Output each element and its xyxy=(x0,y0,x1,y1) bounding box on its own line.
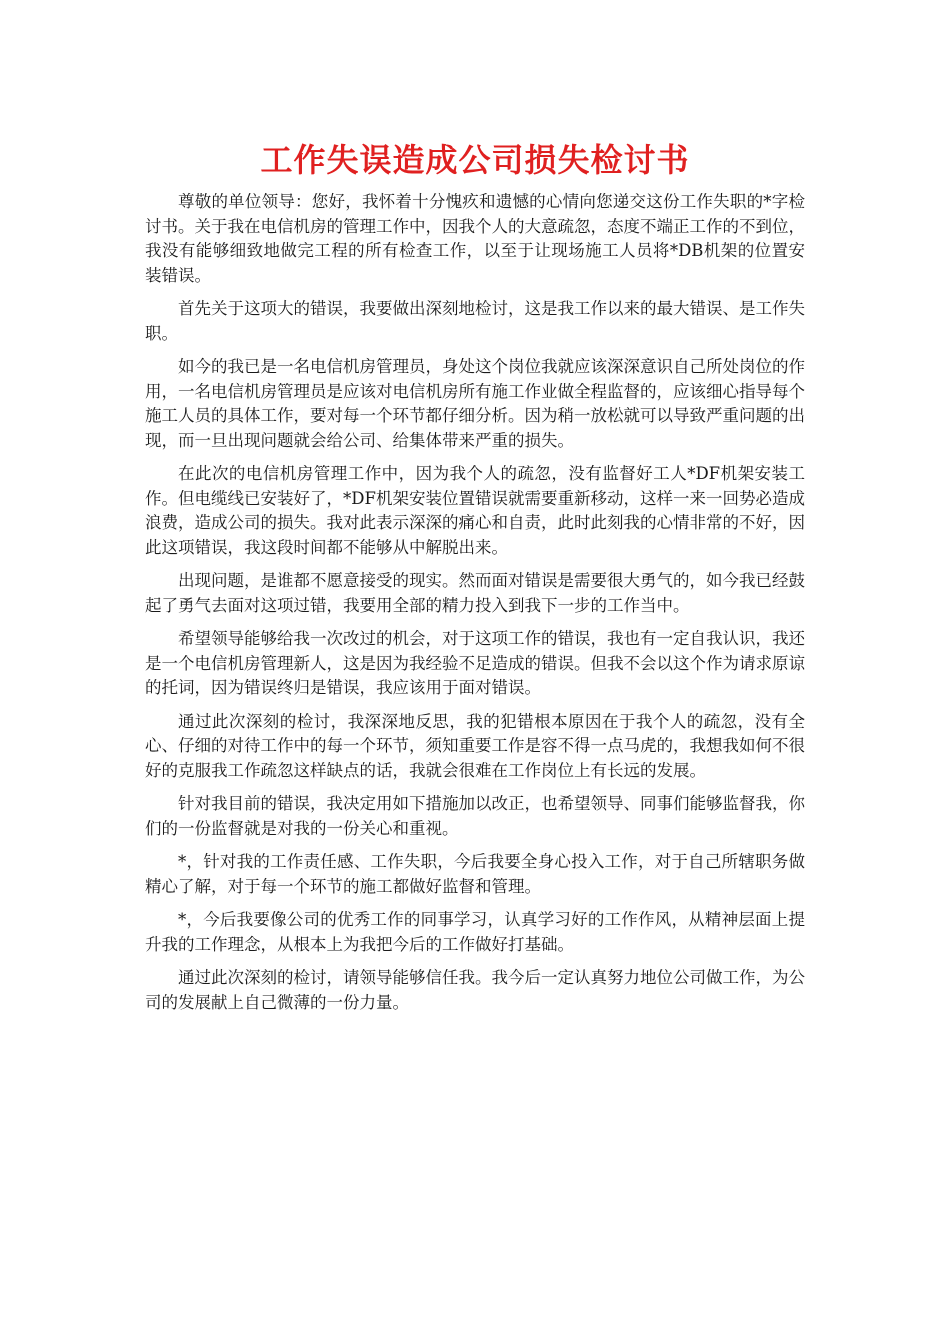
paragraph-2: 首先关于这项大的错误，我要做出深刻地检讨，这是我工作以来的最大错误、是工作失职。 xyxy=(145,299,805,343)
paragraph-1: 尊敬的单位领导：您好，我怀着十分愧疚和遗憾的心情向您递交这份工作失职的*字检讨书。关于我在电信机房的管理工作中，因我个人的大意疏忽，态度不端正工作的不到位，我没有能够细致地做完工程的所有检查工作，以至于让现场施工人员将*DB机架的位置安装错误。 xyxy=(145,192,805,285)
document-body xyxy=(145,190,805,1024)
paragraph-3: 如今的我已是一名电信机房管理员，身处这个岗位我就应该深深意识自己所处岗位的作用，一名电信机房管理员是应该对电信机房所有施工作业做全程监督的，应该细心指导每个施工人员的具体工作，要对每一个环节都仔细分析。因为稍一放松就可以导致严重问题的出现，而一旦出现问题就会给公司、给集体带来严重的损失。 xyxy=(145,357,805,450)
paragraph-5: 出现问题，是谁都不愿意接受的现实。然而面对错误是需要很大勇气的，如今我已经鼓起了勇气去面对这项过错，我要用全部的精力投入到我下一步的工作当中。 xyxy=(145,571,805,615)
paragraph-4: 在此次的电信机房管理工作中，因为我个人的疏忽，没有监督好工人*DF机架安装工作。但电缆线已安装好了，*DF机架安装位置错误就需要重新移动，这样一来一回势必造成浪费，造成公司的损失。我对此表示深深的痛心和自责，此时此刻我的心情非常的不好，因此这项错误，我这段时间都不能够从中解脱出来。 xyxy=(145,464,805,557)
document-title: 工作失误造成公司损失检讨书 xyxy=(260,141,690,179)
paragraph-7: 通过此次深刻的检讨，我深深地反思，我的犯错根本原因在于我个人的疏忽，没有全心、仔细的对待工作中的每一个环节，须知重要工作是容不得一点马虎的，我想我如何不很好的克服我工作疏忽这样缺点的话，我就会很难在工作岗位上有长远的发展。 xyxy=(145,711,805,780)
paragraph-9: *，针对我的工作责任感、工作失职，今后我要全身心投入工作，对于自己所辖职务做精心了解，对于每一个环节的施工都做好监督和管理。 xyxy=(145,852,805,896)
paragraph-11: 通过此次深刻的检讨，请领导能够信任我。我今后一定认真努力地位公司做工作，为公司的发展献上自己微薄的一份力量。 xyxy=(145,968,805,1012)
paragraph-6: 希望领导能够给我一次改过的机会，对于这项工作的错误，我也有一定自我认识，我还是一个电信机房管理新人，这是因为我经验不足造成的错误。但我不会以这个作为请求原谅的托词，因为错误终归是错误，我应该用于面对错误。 xyxy=(145,629,805,697)
paragraph-10: *，今后我要像公司的优秀工作的同事学习，认真学习好的工作作风，从精神层面上提升我的工作理念，从根本上为我把今后的工作做好打基础。 xyxy=(145,910,805,954)
paragraph-8: 针对我目前的错误，我决定用如下措施加以改正，也希望领导、同事们能够监督我，你们的一份监督就是对我的一份关心和重视。 xyxy=(145,794,805,838)
